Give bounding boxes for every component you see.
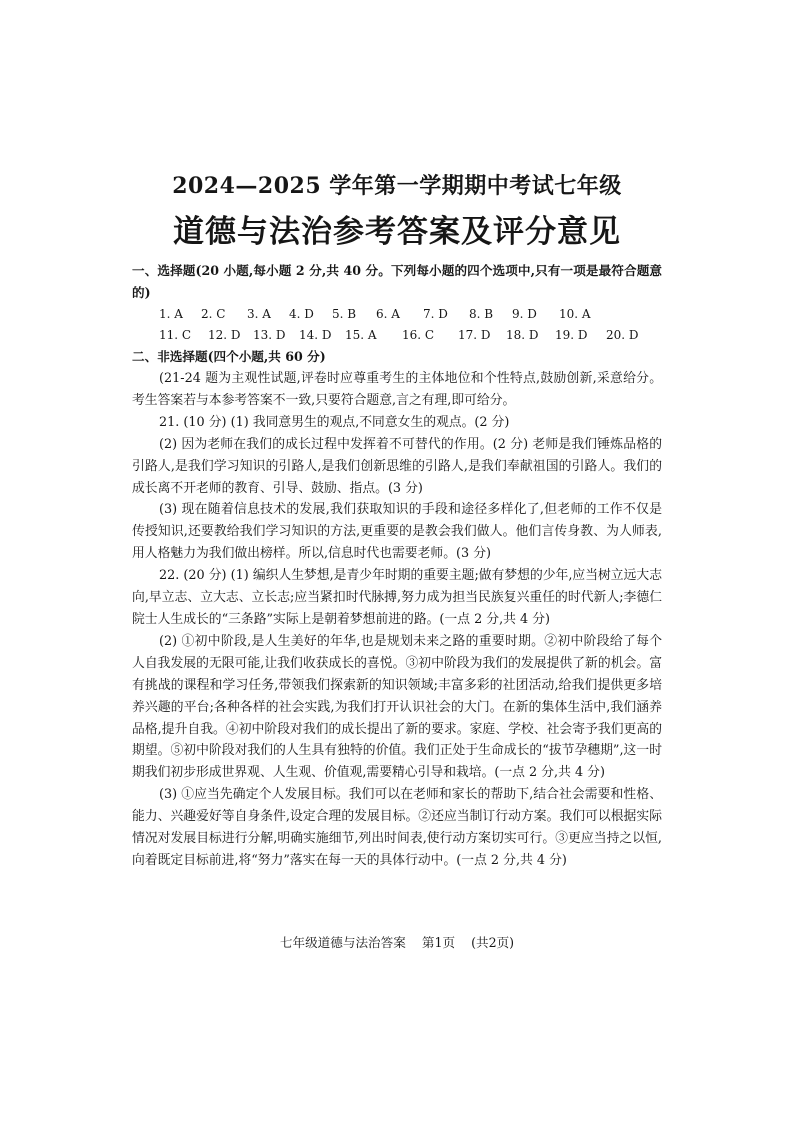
answer-item: 14. D <box>299 328 332 342</box>
section1-heading: 一、选择题(20 小题,每小题 2 分,共 40 分。下列每小题的四个选项中,只有一项是最符合题意的) <box>132 263 662 300</box>
footer-page-total: (共2页) <box>471 935 515 950</box>
answer-item: 7. D <box>423 307 448 321</box>
answer-22-1: 22. (20 分) (1) 编织人生梦想,是青少年时期的重要主题;做有梦想的少年,应当树立远大志向,早立志、立大志、立长志;应当紧扣时代脉搏,努力成为担当民族复兴重任的时代新人;李德仁院士人生成长的“三条路”实际上是朝着梦想前进的路。(一点 2 分,共 4 分) <box>132 568 662 627</box>
answer-item: 10. A <box>559 307 591 321</box>
answer-21-1: 21. (10 分) (1) 我同意男生的观点,不同意女生的观点。(2 分) <box>159 414 510 430</box>
answer-row-2 <box>132 325 662 346</box>
answer-item: 16. C <box>402 328 435 342</box>
answer-item: 6. A <box>376 307 400 321</box>
footer-doc-name: 七年级道德与法治答案 <box>279 935 406 950</box>
answer-item: 4. D <box>289 307 314 321</box>
answer-21-2: (2) 因为老师在我们的成长过程中发挥着不可替代的作用。(2 分) 老师是我们锤炼品格的引路人,是我们学习知识的引路人,是我们创新思维的引路人,是我们奉献祖国的引路人。我们的成长离不开老师的教育、引导、鼓励、指点。(3 分) <box>132 436 662 496</box>
answer-item: 20. D <box>606 328 639 342</box>
answer-item: 12. D <box>208 328 241 342</box>
answer-item: 11. C <box>159 328 192 342</box>
exam-title: 2024—2025 学年第一学期期中考试七年级 <box>172 173 622 199</box>
answer-item: 3. A <box>247 307 271 321</box>
answer-item: 9. D <box>512 307 537 321</box>
grading-note: (21-24 题为主观性试题,评卷时应尊重考生的主体地位和个性特点,鼓励创新,采意给分。考生答案若与本参考答案不一致,只要符合题意,言之有理,即可给分。 <box>132 371 662 408</box>
answer-sheet-page <box>132 172 662 872</box>
answer-item: 13. D <box>253 328 286 342</box>
answer-item: 8. B <box>469 307 494 321</box>
answer-item: 17. D <box>458 328 491 342</box>
footer-page-number: 第1页 <box>421 935 456 950</box>
answer-22-2: (2) ①初中阶段,是人生美好的年华,也是规划未来之路的重要时期。②初中阶段给了每个人自我发展的无限可能,让我们收获成长的喜悦。③初中阶段为我们的发展提供了新的机会。富有挑战的课程和学习任务,带领我们探索新的知识领域;丰富多彩的社团活动,给我们提供更多培养兴趣的平台;各种各样的社会实践,为我们打开认识社会的大门。在新的集体生活中,我们涵养品格,提升自我。④初中阶段对我们的成长提出了新的要求。家庭、学校、社会寄予我们更高的期望。⑤初中阶段对我们的人生具有独特的价值。我们正处于生命成长的“拔节孕穗期”,这一时期我们初步形成世界观、人生观、价值观,需要精心引导和栽培。(一点 2 分,共 4 分) <box>132 633 662 781</box>
answer-item: 15. A <box>345 328 377 342</box>
answer-item: 5. B <box>332 307 357 321</box>
answer-item: 2. C <box>201 307 226 321</box>
document-title: 道德与法治参考答案及评分意见 <box>173 214 621 250</box>
section2-heading: 二、非选择题(四个小题,共 60 分) <box>132 349 326 364</box>
answer-item: 18. D <box>506 328 539 342</box>
answer-22-3: (3) ①应当先确定个人发展目标。我们可以在老师和家长的帮助下,结合社会需要和性格、能力、兴趣爱好等自身条件,设定合理的发展目标。②还应当制订行动方案。我们可以根据实际情况对发展目标进行分解,明确实施细节,列出时间表,使行动方案切实可行。③更应当持之以恒,向着既定目标前进,将“努力”落实在每一天的具体行动中。(一点 2 分,共 4 分) <box>132 787 662 868</box>
answer-row-1 <box>132 304 662 325</box>
answer-21-3: (3) 现在随着信息技术的发展,我们获取知识的手段和途径多样化了,但老师的工作不仅是传授知识,还要教给我们学习知识的方法,更重要的是教会我们做人。他们言传身教、为人师表,用人格魅力为我们做出榜样。所以,信息时代也需要老师。(3 分) <box>132 502 662 562</box>
answer-item: 19. D <box>555 328 588 342</box>
answer-item: 1. A <box>159 307 183 321</box>
page-footer <box>0 934 794 952</box>
